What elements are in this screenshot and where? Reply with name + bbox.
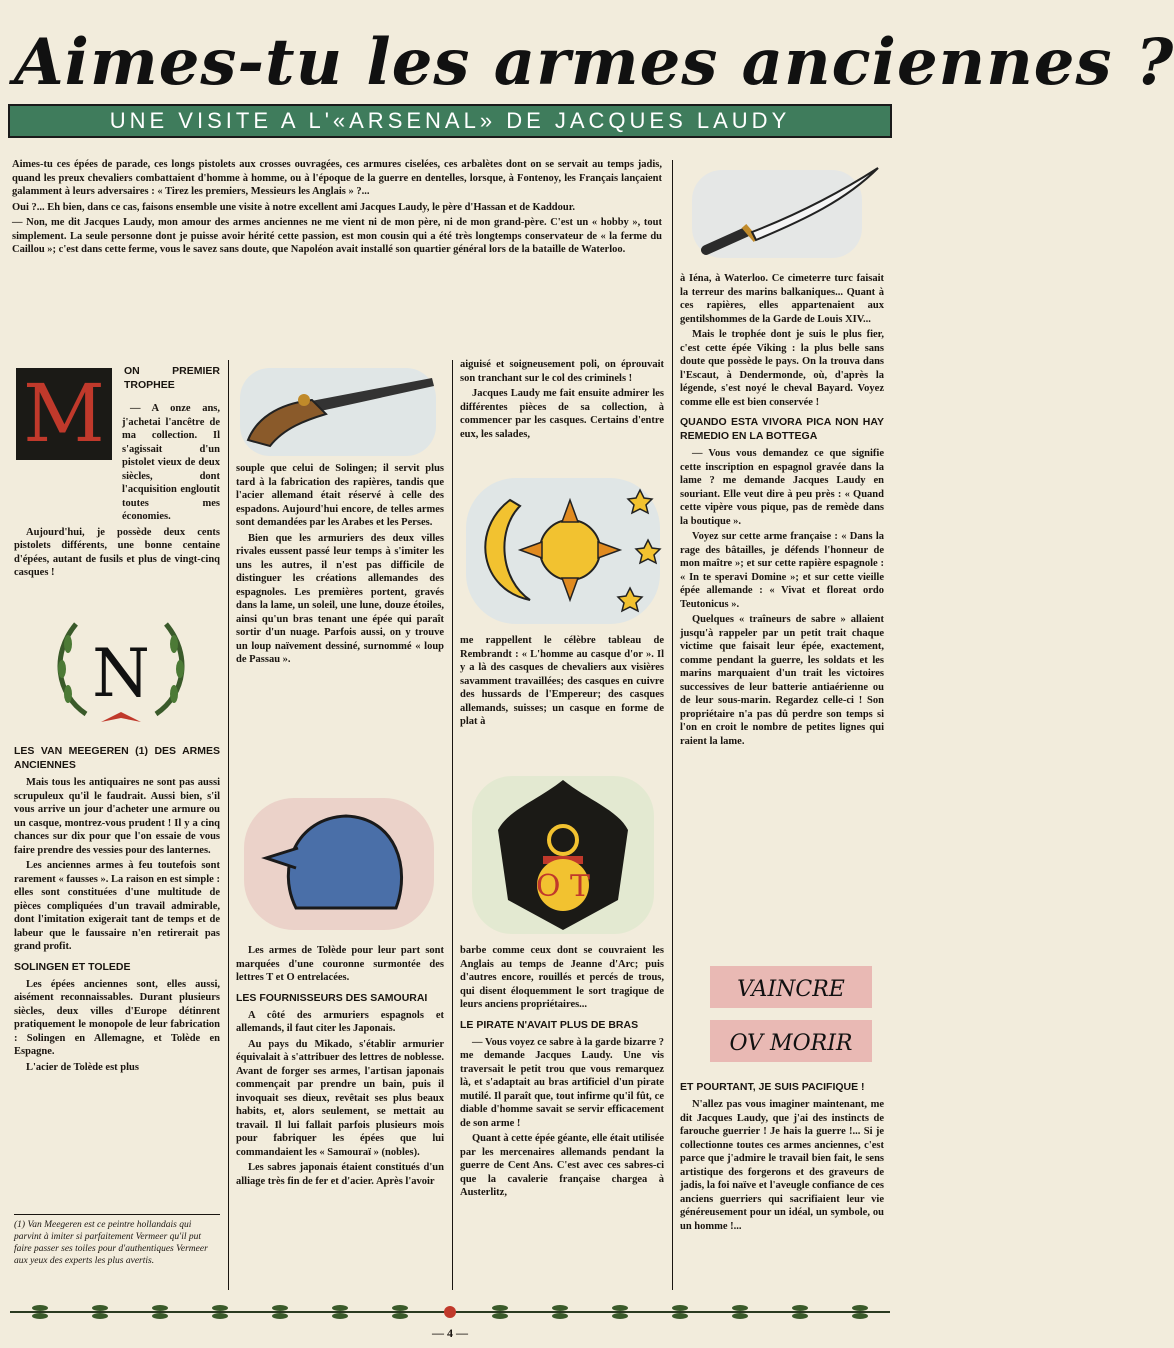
paragraph: aiguisé et soigneusement poli, on éprouvait son tranchant sur le col des criminels ! [460,359,664,384]
paragraph: à Iéna, à Waterloo. Ce cimeterre turc faisait la terreur des marins balkaniques... Quant à ces rapières, elles appartenaient aux gentilshommes de la Garde de Louis XIV... [680,273,884,325]
column-3-mid [460,634,664,731]
dropcap: M [16,368,112,460]
paragraph: Bien que les armuriers des deux villes rivales eussent passé leur temps à s'imiter les uns les autres, il n'est pas difficile de distinguer les créations allemandes des espagnoles. Les premières portent, gravés dans la lame, un soleil, une lune, douze étoiles, ainsi qu'un bras tenant une épée qui paraît sortir d'un nuage. Parfois aussi, on y trouve un loup naïvement dessiné, surnommé « loup de Passau ». [236,532,444,665]
paragraph: A côté des armuriers espagnols et allemands, il faut citer les Japonais. [236,1009,444,1034]
helmet-illustration [236,788,442,938]
column-rule [672,160,673,1290]
paragraph: me rappellent le célèbre tableau de Rembrandt : « L'homme au casque d'or ». Il y a là des casques de chevaliers aux visières savamment travaillées; des casques en cuivre des hussards de l'Empereur; des casques allemands, suisses; un casque en forme de plat à [460,635,664,727]
paragraph: souple que celui de Solingen; il servit plus tard à la fabrication des rapières, tandis que l'acier allemand était réservé à celle des espadons. Aujourd'hui encore, de telles armes sont demandées par les Arabes et les Perses. [236,463,444,528]
section-heading: QUANDO ESTA VIVORA PICA NON HAY REMEDIO EN LA BOTTEGA [680,416,884,442]
column-1-lower [14,738,220,1076]
section-heading: ON PREMIER TROPHEE [124,365,220,391]
column-rule [228,360,229,1290]
laurel-border [10,1300,890,1324]
crest-letters: O T [535,869,591,904]
motto-ribbon [706,958,876,1068]
paragraph: N'allez pas vous imaginer maintenant, me dit Jacques Laudy, que j'ai des instincts de farouche guerrier ! Je hais la guerre !... Si je collectionne toutes ces armes anciennes, c'est parce que j'admire le travail bien fait, le sens artistique des forgerons et des graveurs de jadis, la foi naïve et l'aveugle confiance de ces anciens guerriers qui sacrifiaient leur vie généreusement pour un idéal, un symbole, ou un homme !... [680,1099,884,1232]
column-rule [452,360,453,1290]
motto-line-1: VAINCRE [737,977,845,1002]
flintlock-pistol-illustration [236,362,442,462]
page-number: — 4 — [432,1326,468,1340]
paragraph: Voyez sur cette arme française : « Dans la rage des bâtailles, je défends l'honneur de mon maître »; et sur cette rapière espagnole : « In te speravi Domine »; et sur cette vieille épée allemande : « Vivat et floreat ordo Teutonicus ». [680,531,884,610]
section-heading: ET POURTANT, JE SUIS PACIFIQUE ! [680,1081,865,1093]
paragraph: L'acier de Tolède est plus [26,1061,139,1073]
katana-illustration [686,160,886,270]
intro-paragraph: Oui ?... Eh bien, dans ce cas, faisons ensemble une visite à notre excellent ami Jacques Laudy, le père d'Hassan et de Kaddour. [12,201,576,213]
paragraph: Les armes de Tolède pour leur part sont marquées d'une couronne surmontée des lettres T et O entrelacées. [236,945,444,983]
paragraph: — A onze ans, j'achetai l'ancêtre de ma collection. Il s'agissait d'un pistolet vieux de deux siècles, dont l'acquisition engloutit toutes mes économies. [122,403,220,522]
column-2-lower [236,944,444,1190]
column-2-text [236,462,444,669]
subtitle-banner: UNE VISITE A L'«ARSENAL» DE JACQUES LAUDY [8,104,892,138]
paragraph: — Vous vous demandez ce que signifie cette inscription en espagnol gravée dans la lame ? me demande Jacques Laudy en souriant. Elle veut dire à peu près : « Quand cette vipère vous pique, pas de remède dans la boutique ». [680,448,884,527]
paragraph: Quelques « traîneurs de sabre » allaient jusqu'à rappeler par un petit trait chaque victime que faisait leur épée, exactement, comme pendant la guerre, les soldats et les marins marquaient d'un trait les victoires successives de leur batterie antiaérienne ou de leur sous-marin. Regardez celle-ci ! Son propriétaire n'a pas dû perdre son temps si l'on en croit le nombre de petites lignes qui raient la lame. [680,614,884,747]
paragraph: Aujourd'hui, je possède deux cents pistolets différents, une bonne centaine d'épées, autant de fusils et plus de vingt-cinq casques ! [14,526,220,578]
page-title: Aimes-tu les armes anciennes ? [14,25,1174,100]
intro-text [12,158,662,259]
footnote: (1) Van Meegeren est ce peintre hollandais qui parvint à imiter si parfaitement Vermeer qu'il put faire passer ses toiles pour d'authentiques Vermeer aux yeux des experts les plus avertis. [14,1214,220,1267]
emblem-letter: N [92,635,150,712]
column-4-text [680,272,884,750]
paragraph: barbe comme ceux dont se couvraient les Anglais au temps de Jeanne d'Arc; puis d'autres encore, rouillés et percés de trous, qui disent éloquemment le sort tragique de leurs anciens propriétaires... [460,945,664,1010]
paragraph: Mais tous les antiquaires ne sont pas aussi scrupuleux qu'il le faudrait. Aussi bien, s'il vous arrive un jour d'acheter une armure ou un casque, montrez-vous prudent ! Il y a cinq chances sur dix pour que l'on essaie de vous faire prendre des vessies pour des lanternes. [14,777,220,856]
column-1-text [14,402,220,582]
section-heading: LES VAN MEEGEREN (1) DES ARMES ANCIENNES [14,745,220,771]
sun-moon-stars-illustration [460,470,666,630]
paragraph: Jacques Laudy me fait ensuite admirer les différentes pièces de sa collection, à commencer par les casques. Certains d'entre eux, les salades, [460,388,664,440]
paragraph: Les sabres japonais étaient constitués d'un alliage très fin de fer et d'acier. Après l'avoir [236,1162,444,1187]
toledo-crest-illustration [468,770,658,940]
column-3-top [460,358,664,443]
section-heading: LES FOURNISSEURS DES SAMOURAI [236,991,428,1004]
paragraph: Mais le trophée dont je suis le plus fier, c'est cette épée Viking : la plus belle sans doute que possède le pays. On la trouva dans l'Escaut, à Dendermonde, où, d'après la légende, s'est noyé le cheval Bayard. Voyez comme elle est bien conservée ! [680,329,884,408]
column-1-top [124,364,220,396]
section-heading: SOLINGEN ET TOLEDE [14,960,131,973]
paragraph: Quant à cette épée géante, elle était utilisée par les mercenaires allemands pendant la guerre de Cent Ans. C'est avec ces sabres-ci que la cavalerie française chargea à Austerlitz, [460,1133,664,1198]
intro-paragraph: — Non, me dit Jacques Laudy, mon amour des armes anciennes ne me vient ni de mon père, ni de mon grand-père. C'est un « hobby », tout simplement. La seule personne dont je puisse avoir hérité cette passion, est mon cousin qui a été très longtemps conservateur de « la ferme du Caillou »; c'est dans cette ferme, vous le savez sans doute, que Napoléon avait installé son quartier général lors de la bataille de Waterloo. [12,217,662,255]
paragraph: Au pays du Mikado, s'établir armurier équivalait à s'attribuer des lettres de noblesse. Avant de forger ses armes, l'artisan japonais commençait par prendre un bain, puis il invoquait ses dieux, revêtait ses plus beaux habits, et, alors seulement, se mettait au travail. Il lui fallait parfois plusieurs mois pour fabriquer les épées que lui commandaient les « Samouraï » (nobles). [236,1038,444,1158]
paragraph: Les épées anciennes sont, elles aussi, aisément reconnaissables. Durant plusieurs siècles, deux villes d'Europe détinrent pratiquement le monopole de leur fabrication : Solingen en Allemagne, et Tolède en Espagne. [14,978,220,1057]
napoleon-emblem [46,614,196,734]
section-heading: LE PIRATE N'AVAIT PLUS DE BRAS [460,1018,639,1031]
paragraph: — Vous voyez ce sabre à la garde bizarre ? me demande Jacques Laudy. Une vis traversait le petit trou que vous remarquez là, et s'adaptait au bras artificiel d'un pirate mutilé. Il paraît que, tout infirme qu'il fût, ce diable d'homme savait se servir efficacement de son arme ! [460,1036,664,1129]
paragraph: Les anciennes armes à feu toutefois sont rarement « fausses ». La raison en est simple : elles sont constituées d'une multitude de pièces compliquées d'un travail admirable, dont l'imitation exigerait tant de temps et de labeur que le faussaire n'en retirerait pas grand profit. [14,860,220,952]
intro-paragraph: Aimes-tu ces épées de parade, ces longs pistolets aux crosses ouvragées, ces armures ciselées, ces arbalètes dont on se servait au temps jadis, quand les preux chevaliers combattaient d'homme à homme, ou à l'époque de la guerre en dentelles, lorsque, à Fontenoy, les Français lançaient galamment à leurs adversaires : « Tirez les premiers, Messieurs les Anglais » ?... [12,159,662,197]
motto-line-2: OV MORIR [729,1031,853,1056]
column-4-lower [680,1074,884,1235]
column-3-lower [460,944,664,1202]
